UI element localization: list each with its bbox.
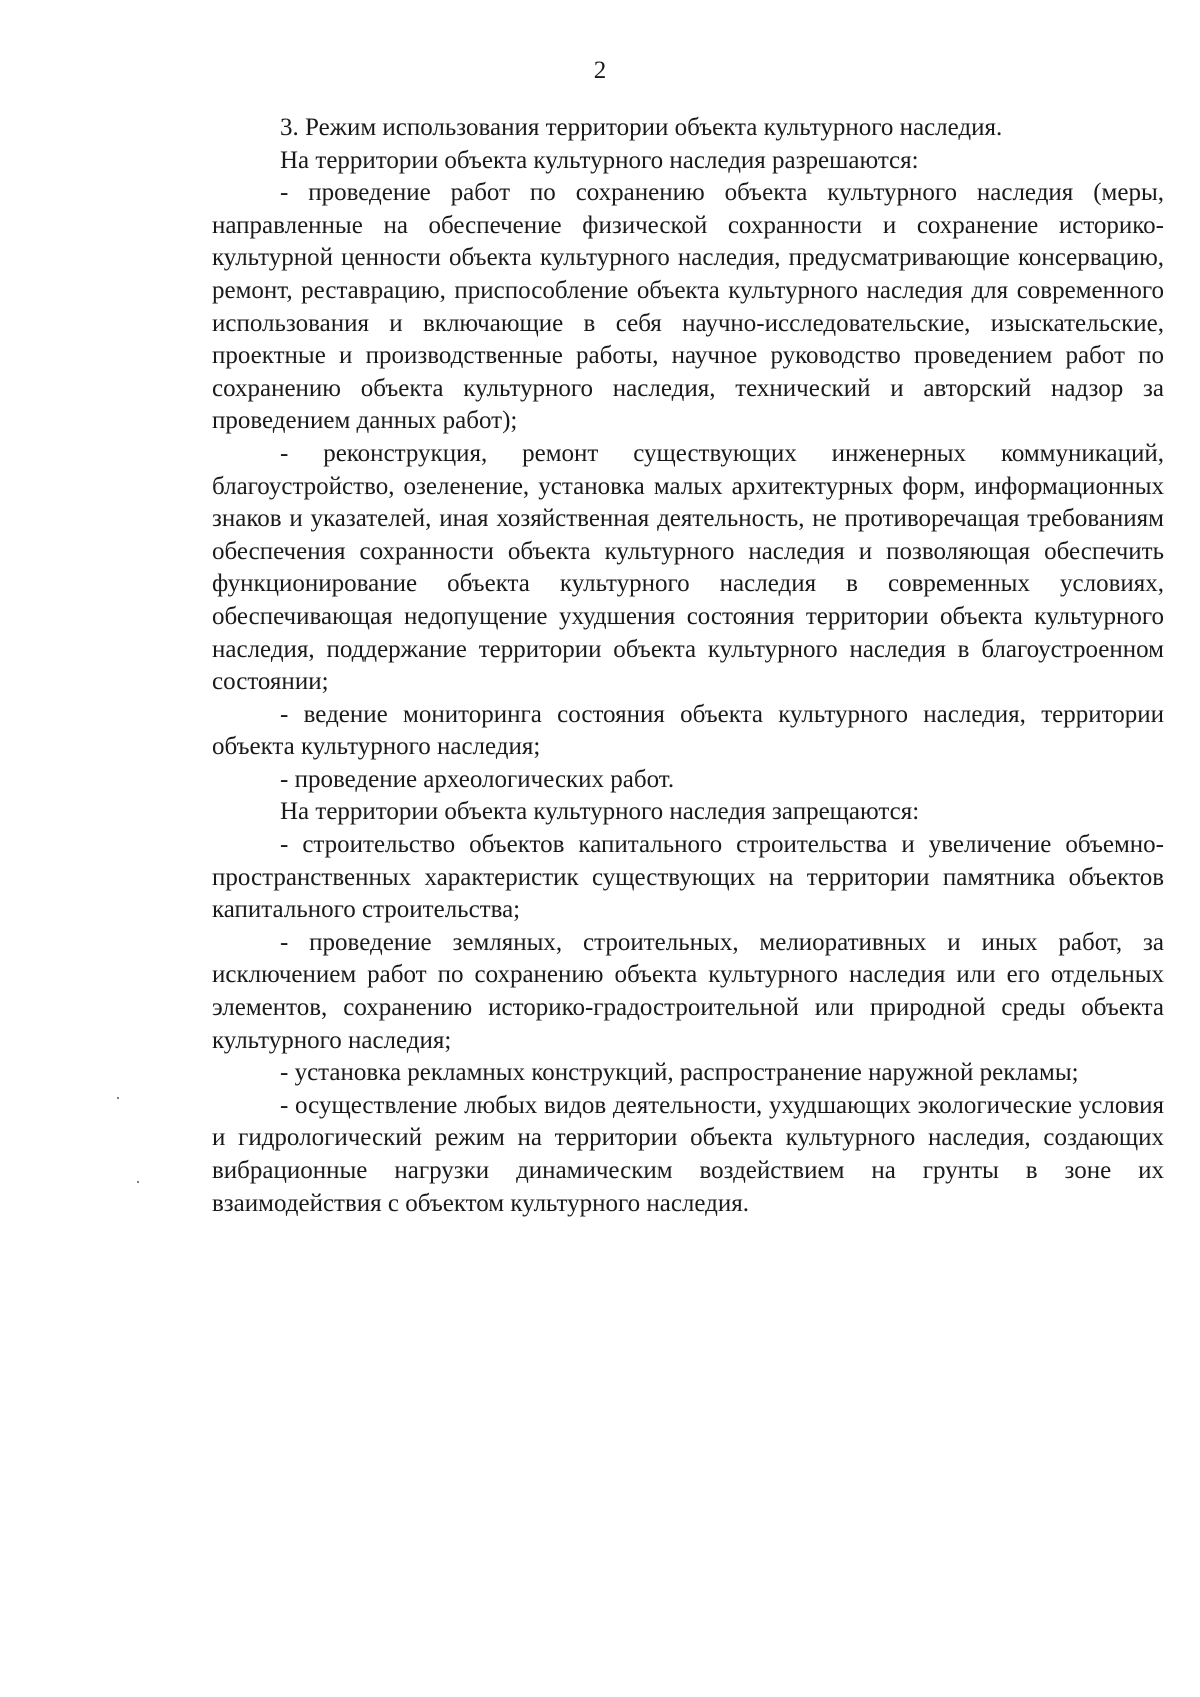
forbidden-intro: На территории объекта культурного наследия запрещаются: [280,798,920,826]
scan-speck [117,1097,119,1099]
forbidden-item-activities: - осуществление любых видов деятельности, ухудшающих экологические условия и гидрологический режим на территории объекта культурного наследия, создающих вибрационные нагрузки динамическим воздействием на грунты в зоне их взаимодействия с объектом культурного наследия. [212,1091,1164,1217]
page-number: 2 [593,57,607,84]
forbidden-item-advertising: - установка рекламных конструкций, распространение наружной рекламы; [280,1059,1079,1087]
allowed-item-reconstruction: - реконструкция, ремонт существующих инженерных коммуникаций, благоустройство, озеленение, установка малых архитектурных форм, информационных знаков и указателей, иная хозяйственная деятельность, не противоречащая требованиям обеспечения сохранности объекта культурного наследия и позволяющая обеспечить функционирование объекта культурного наследия в современных условиях, обеспечивающая недопущение ухудшения состояния территории объекта культурного наследия, поддержание территории объекта культурного наследия в благоустроенном состоянии; [212,439,1164,696]
forbidden-item-earthworks: - проведение земляных, строительных, мелиоративных и иных работ, за исключением работ по сохранению объекта культурного наследия или его отдельных элементов, сохранению историко-градостроительной или природной среды объекта культурного наследия; [212,928,1164,1054]
document-body [212,112,1164,1220]
allowed-intro: На территории объекта культурного наследия разрешаются: [280,146,919,174]
scan-speck [137,1181,139,1183]
allowed-item-monitoring: - ведение мониторинга состояния объекта культурного наследия, территории объекта культурного наследия; [212,700,1164,761]
forbidden-item-construction: - строительство объектов капитального строительства и увеличение объемно-пространственных характеристик существующих на территории памятника объектов капитального строительства; [212,831,1164,924]
allowed-item-archaeology: - проведение археологических работ. [280,765,675,793]
allowed-item-preservation: - проведение работ по сохранению объекта культурного наследия (меры, направленные на обеспечение физической сохранности и сохранение историко-культурной ценности объекта культурного наследия, предусматривающие консервацию, ремонт, реставрацию, приспособление объекта культурного наследия для современного использования и включающие в себя научно-исследовательские, изыскательские, проектные и производственные работы, научное руководство проведением работ по сохранению объекта культурного наследия, технический и авторский надзор за проведением данных работ); [212,179,1164,435]
section-heading: 3. Режим использования территории объекта культурного наследия. [280,114,1003,141]
